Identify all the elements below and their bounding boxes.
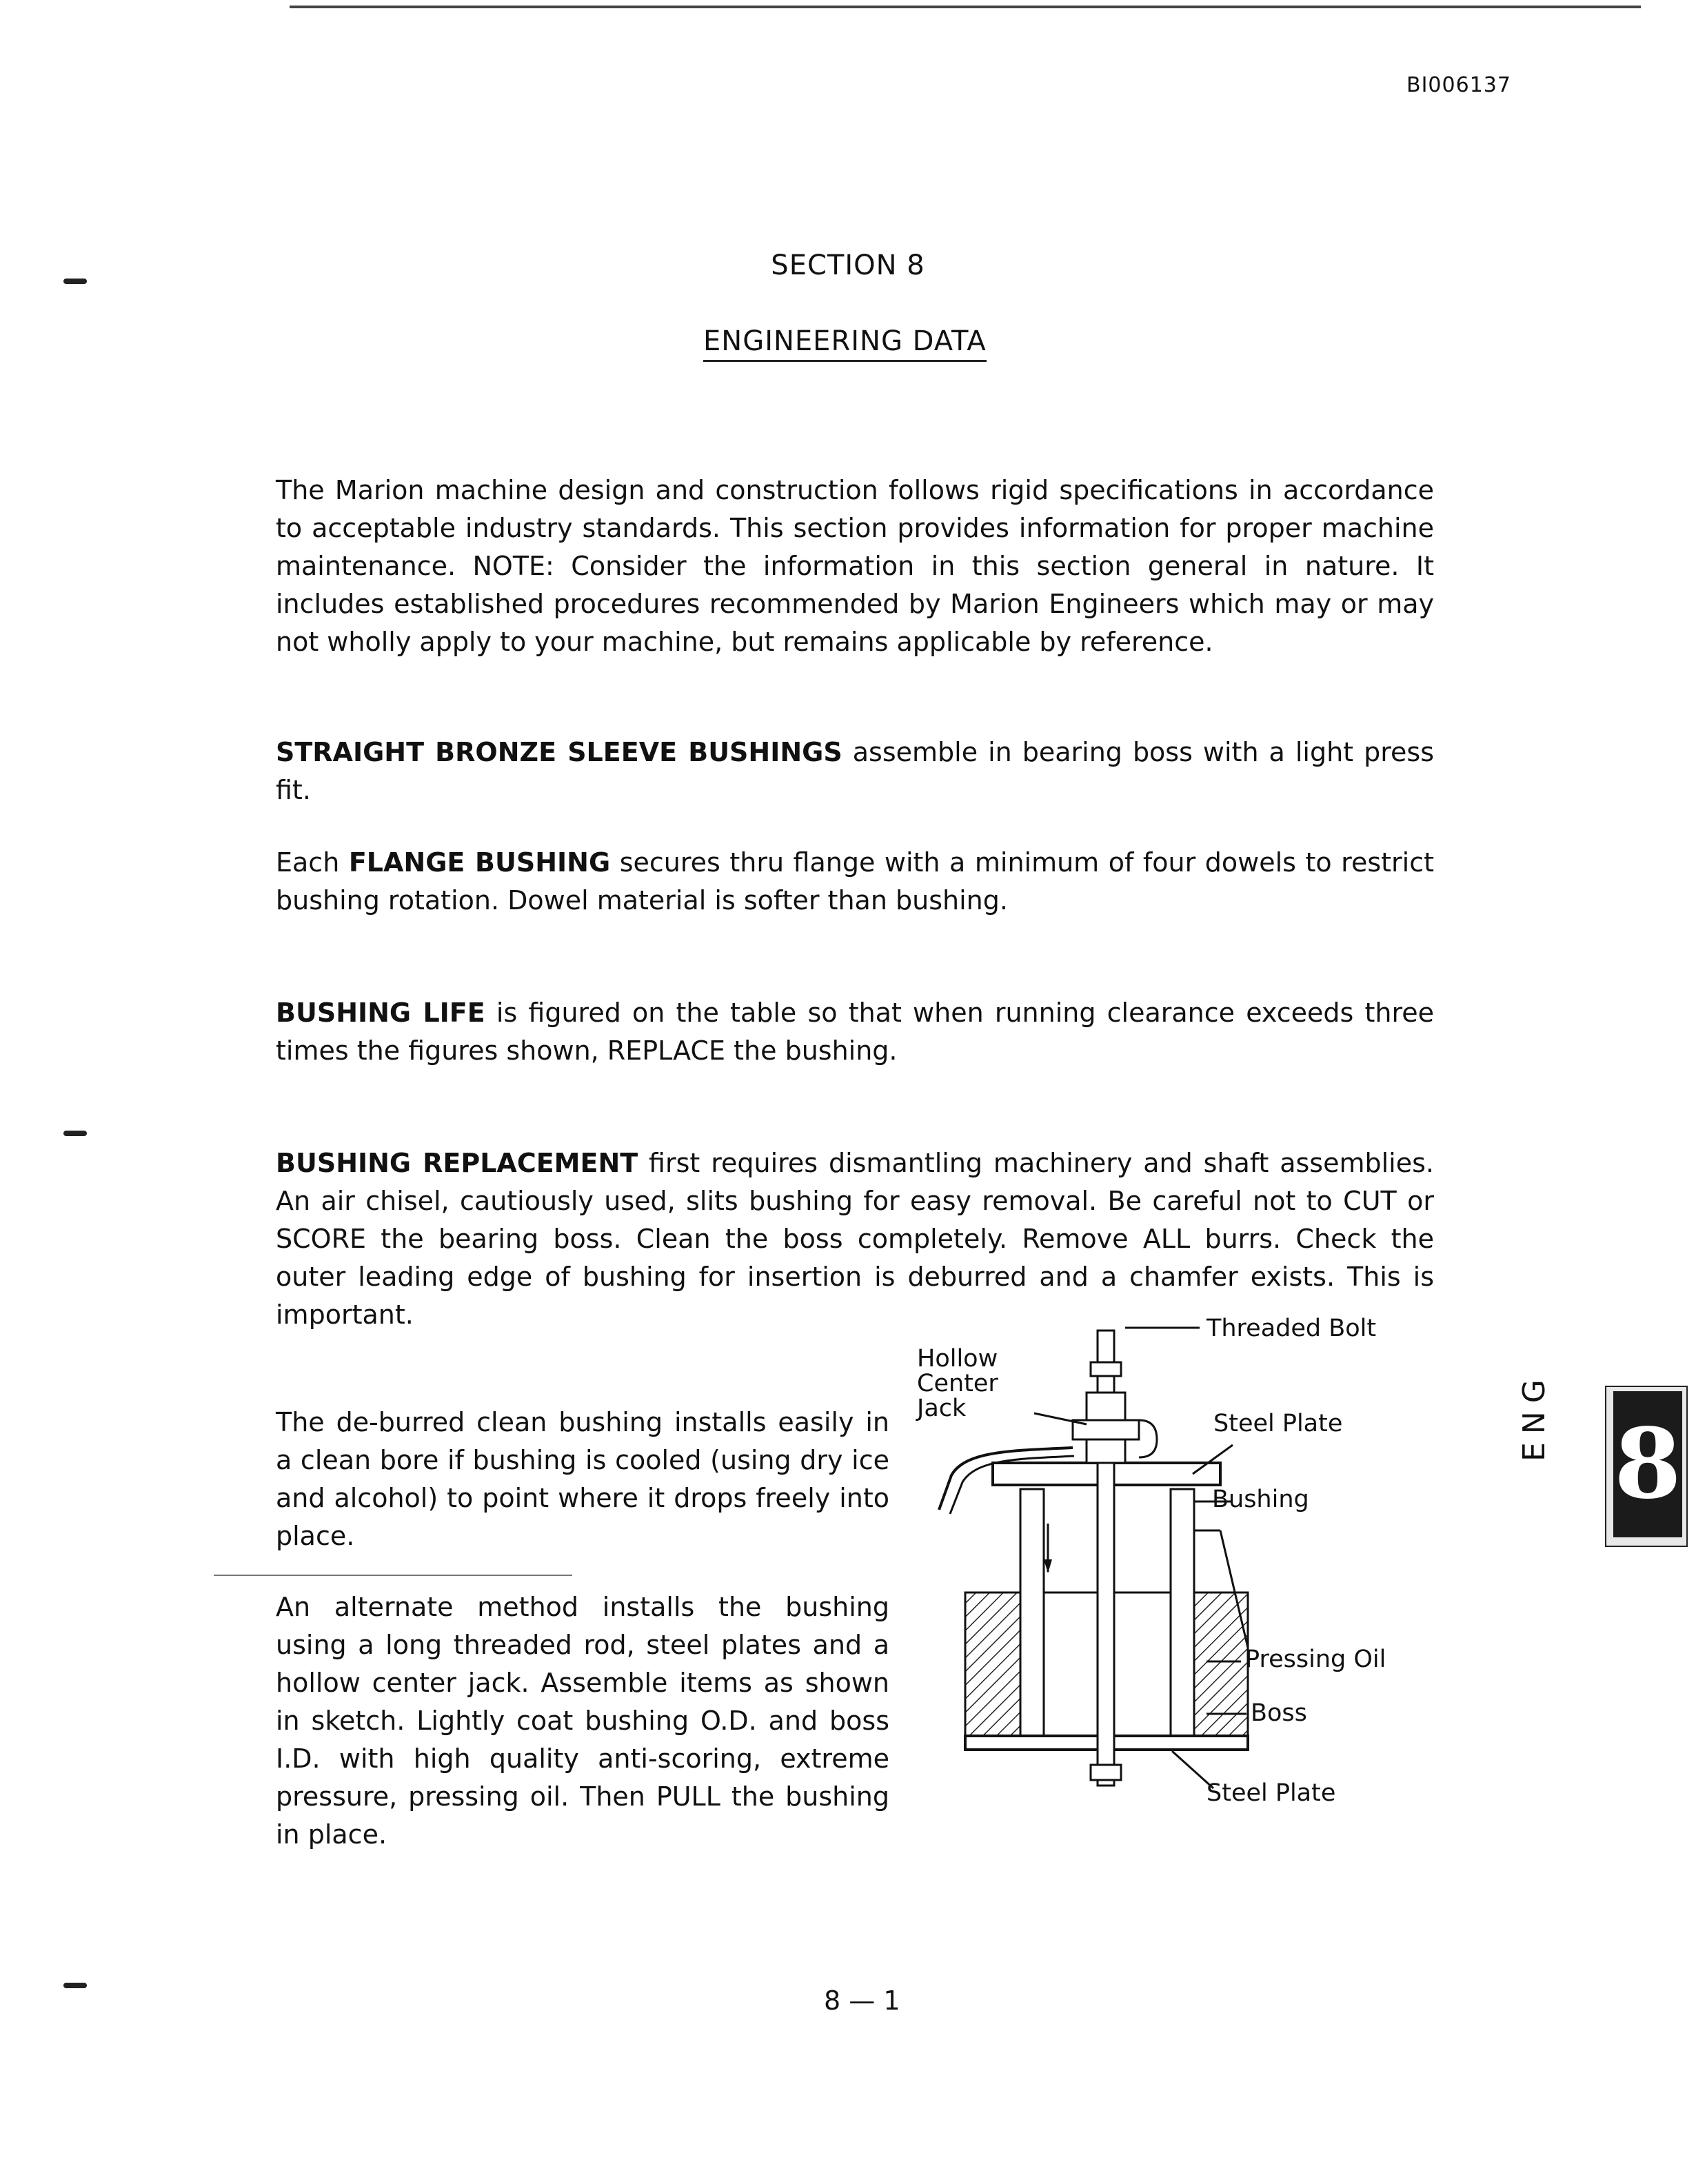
straight-bushing-text: assemble in bearing boss with a light press fit. [276, 737, 1434, 805]
top-rule [290, 6, 1641, 8]
intro-paragraph: The Marion machine design and construction follows rigid specifications in accordance to acceptable industry standards. This section provides information for proper machine maintenance. NOTE: Consider the information in this section general in nature. It includes established procedures recommended by Marion Engineers which may or may not wholly apply to your machine, but remains applicable by reference. [276, 475, 1434, 657]
label-bushing: Bushing [1212, 1486, 1309, 1513]
flange-bushing-pre: Each [276, 847, 349, 878]
bushing-life-lead: BUSHING LIFE [276, 998, 485, 1028]
bushing-replacement-lead: BUSHING REPLACEMENT [276, 1148, 638, 1178]
bushing-press-diagram [910, 1303, 1434, 1854]
alternate-method-paragraph: An alternate method installs the bushing using a long threaded rod, steel plates and a hollow center jack. Assemble items as shown in sketch. Lightly coat bushing O.D. and boss I.D. with high quality anti-scoring, extreme pressure, pressing oil. Then PULL the bushing in place. [276, 1592, 889, 1850]
bushing-replacement-text: first requires dismantling machinery and shaft assemblies. An air chisel, cautiously used, slits bushing for easy removal. Be careful not to CUT or SCORE the bearing boss. Clean the boss completely. Remove ALL burrs. Check the outer leading edge of bushing for insertion is deburred and a chamfer exists. This is important. [276, 1148, 1434, 1330]
bottom-nut [1091, 1765, 1121, 1780]
flange-bushing-lead: FLANGE BUSHING [348, 847, 611, 878]
label-steel-plate-bottom: Steel Plate [1207, 1779, 1336, 1807]
straight-bushing-lead: STRAIGHT BRONZE SLEEVE BUSHINGS [276, 737, 842, 767]
binder-hole-mark [63, 1131, 87, 1136]
flange-bushing-text: secures thru flange with a minimum of four dowels to restrict bushing rotation. Dowel material is softer than bushing. [276, 847, 1434, 916]
label-jack: Jack [917, 1395, 967, 1422]
page-number: 8 — 1 [824, 1985, 900, 2016]
label-steel-plate-top: Steel Plate [1213, 1410, 1343, 1437]
page-title: ENGINEERING DATA [703, 325, 987, 362]
bushing-life-text: is figured on the table so that when running clearance exceeds three times the figures shown, REPLACE the bushing. [276, 998, 1434, 1066]
section-tab-label: ENG [1517, 1371, 1552, 1462]
document-id: BI006137 [1406, 73, 1511, 97]
flange-bushing-paragraph [276, 844, 1434, 920]
section-heading: SECTION 8 [771, 250, 925, 281]
cooled-bushing-paragraph: The de-burred clean bushing installs easily in a clean bore if bushing is cooled (using dry ice and alcohol) to point where it drops freely into place. [276, 1407, 889, 1551]
label-boss: Boss [1251, 1699, 1307, 1727]
boss-left-section [965, 1593, 1027, 1737]
label-center: Center [917, 1370, 998, 1397]
label-pressing-oil: Pressing Oil [1245, 1646, 1386, 1673]
top-nut [1091, 1362, 1121, 1376]
separator-dash [214, 1575, 572, 1576]
section-tab-number: 8 [1613, 1391, 1682, 1537]
bushing-life-paragraph [276, 994, 1434, 1070]
binder-hole-mark [63, 279, 87, 284]
bushing-left-wall [1020, 1489, 1044, 1737]
label-threaded-bolt: Threaded Bolt [1207, 1315, 1377, 1342]
bushing-right-wall [1171, 1489, 1194, 1737]
label-hollow: Hollow [917, 1345, 998, 1373]
straight-bushing-paragraph [276, 734, 1434, 809]
binder-hole-mark [63, 1983, 87, 1988]
